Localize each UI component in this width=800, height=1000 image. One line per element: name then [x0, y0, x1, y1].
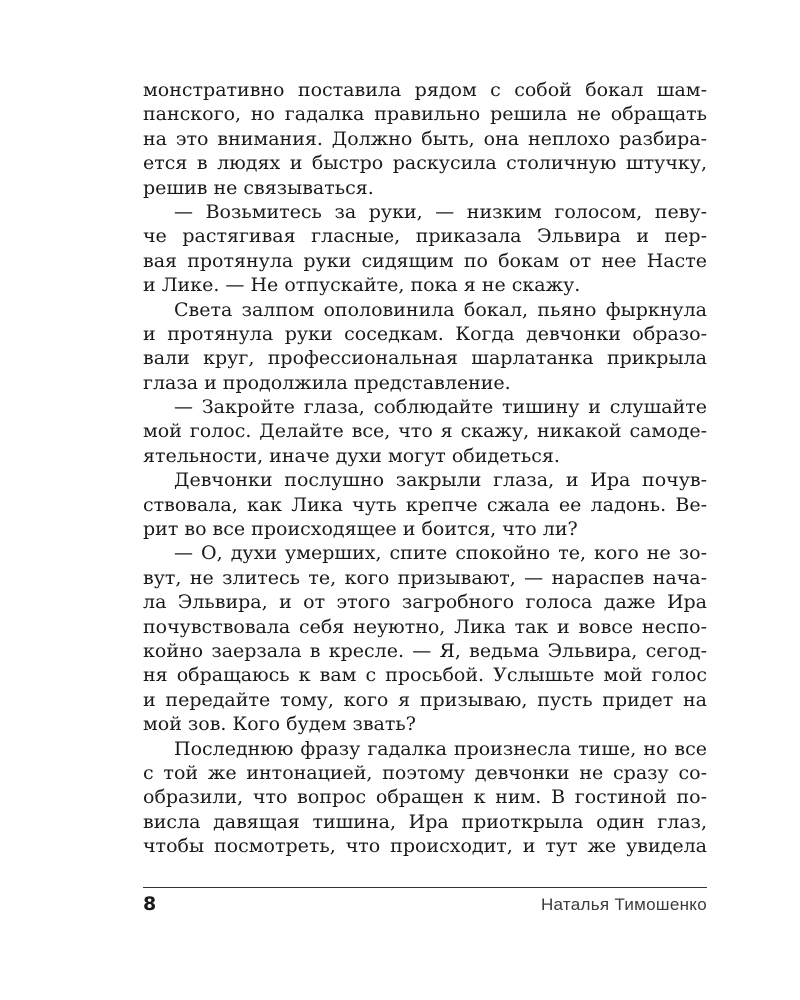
text-line: вали круг, профессиональная шарлатанка прикрыла [143, 347, 707, 370]
text-line: и передайте тому, кого я призываю, пусть придет на [143, 688, 707, 711]
text-line: ятельности, иначе духи могут обидеться. [143, 444, 560, 467]
text-line: ется в людях и быстро раскусила столичную штучку, [143, 152, 707, 175]
text-line: мой голос. Делайте все, что я скажу, никакой самоде- [143, 420, 707, 443]
text-line: и Лике. — Не отпускайте, пока я не скажу. [143, 274, 581, 297]
text-line: Последнюю фразу гадалка произнесла тише, но все [174, 737, 707, 760]
text-line: ла Эльвира, и от этого загробного голоса даже Ира [143, 591, 707, 614]
text-line: — О, духи умерших, спите спокойно те, кого не зо- [174, 542, 707, 565]
text-line: ня обращаюсь к вам с просьбой. Услышьте мой голос [143, 664, 707, 687]
text-line: рит во все происходящее и боится, что ли? [143, 518, 578, 541]
text-line: висла давящая тишина, Ира приоткрыла один глаз, [143, 810, 707, 833]
text-line: глаза и продолжила представление. [143, 371, 511, 394]
text-line: монстративно поставила рядом с собой бокал шам- [143, 79, 707, 101]
text-line: че растягивая гласные, приказала Эльвира и пер- [143, 225, 707, 248]
text-line: почувствовала себя неуютно, Лика так и вовсе неспо- [143, 615, 707, 638]
running-footer-author: Наталья Тимошенко [540, 895, 707, 914]
page-number: 8 [143, 893, 157, 915]
text-line: Света залпом ополовинила бокал, пьяно фыркнула [174, 298, 707, 321]
text-line: и протянула руки соседкам. Когда девчонки образо- [143, 322, 707, 345]
text-line: на это внимания. Должно быть, она неплохо разбира- [143, 127, 707, 150]
text-line: — Закройте глаза, соблюдайте тишину и слушайте [174, 396, 707, 419]
text-line: решив не связываться. [143, 176, 374, 199]
text-line: вая протянула руки сидящим по бокам от нее Насте [143, 249, 707, 272]
text-line: койно заерзала в кресле. — Я, ведьма Эльвира, сегод- [143, 639, 707, 662]
body-text [143, 78, 707, 859]
text-line: Девчонки послушно закрыли глаза, и Ира почув- [174, 469, 707, 492]
text-line: образили, что вопрос обращен к ним. В гостиной по- [143, 786, 707, 809]
text-line: панского, но гадалка правильно решила не обращать [143, 103, 707, 126]
text-line: — Возьмитесь за руки, — низким голосом, певу- [174, 200, 707, 223]
footer-divider [143, 887, 707, 888]
text-line: чтобы посмотреть, что происходит, и тут же увидела [143, 835, 707, 858]
text-line: с той же интонацией, поэтому девчонки не сразу со- [143, 761, 707, 784]
text-line: мой зов. Кого будем звать? [143, 713, 416, 736]
text-line: ствовала, как Лика чуть крепче сжала ее ладонь. Ве- [143, 493, 707, 516]
text-line: вут, не злитесь те, кого призывают, — нараспев нача- [143, 566, 707, 589]
